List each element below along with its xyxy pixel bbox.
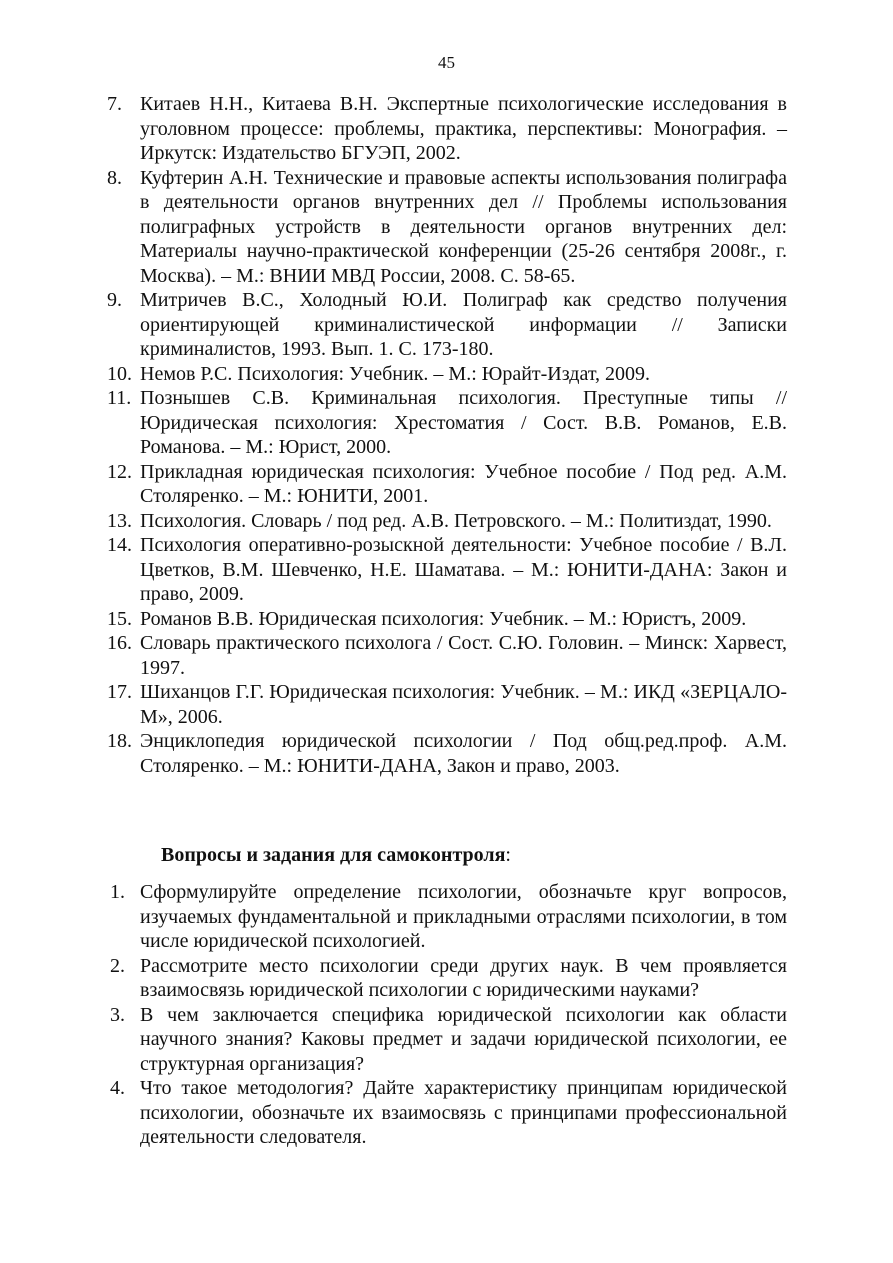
question-item: [107, 1076, 787, 1150]
reference-number: 8.: [107, 166, 122, 189]
question-item: [107, 1003, 787, 1077]
question-number: 3.: [110, 1003, 125, 1026]
reference-number: 17.: [107, 681, 132, 703]
reference-item: [107, 631, 787, 680]
question-text: Что такое методология? Дайте характеристику принципам юридической психологии, обозначьте их взаимосвязь с принципами профессиональной деятельности следователя.: [140, 1077, 787, 1148]
reference-text: Словарь практического психолога / Сост. С.Ю. Головин. – Минск: Харвест, 1997.: [140, 632, 787, 679]
reference-item: [107, 166, 787, 289]
reference-text: Психология оперативно-розыскной деятельности: Учебное пособие / В.Л. Цветков, В.М. Шевченко, Н.Е. Шаматава. – М.: ЮНИТИ-ДАНА: Закон и право, 2009.: [140, 534, 787, 605]
question-list: [107, 880, 787, 1150]
reference-number: 15.: [107, 607, 132, 630]
reference-list: [107, 92, 787, 778]
reference-text: Шиханцов Г.Г. Юридическая психология: Учебник. – М.: ИКД «ЗЕРЦАЛО-М», 2006.: [140, 681, 787, 728]
reference-number: 9.: [107, 289, 122, 311]
reference-text: Энциклопедия юридической психологии / Под общ.ред.проф. А.М. Столяренко. – М.: ЮНИТИ-ДАНА, Закон и право, 2003.: [140, 730, 787, 777]
reference-item: [107, 680, 787, 729]
reference-item: [107, 460, 787, 509]
section-title-colon: :: [505, 844, 511, 866]
reference-item: [107, 607, 787, 632]
reference-number: 18.: [107, 730, 132, 752]
reference-number: 12.: [107, 460, 132, 483]
reference-item: [107, 386, 787, 460]
reference-number: 7.: [107, 93, 122, 115]
question-text: Рассмотрите место психологии среди других наук. В чем проявляется взаимосвязь юридической психологии с юридическими науками?: [140, 954, 787, 1001]
reference-text: Китаев Н.Н., Китаева В.Н. Экспертные психологические исследования в уголовном процессе: проблемы, практика, перспективы: Монография. – Иркутск: Издательство БГУЭП, 2002.: [140, 93, 787, 164]
reference-item: [107, 362, 787, 387]
reference-item: [107, 533, 787, 607]
page-number: 45: [438, 53, 455, 72]
reference-text: Куфтерин А.Н. Технические и правовые аспекты использования полиграфа в деятельности органов внутренних дел // Проблемы использования полиграфных устройств в деятельности органов внутренних дел: Материалы научно-практической конференции (25-26 сентября 2008г., г. Москва). – М.: ВНИИ МВД России, 2008. С. 58-65.: [140, 166, 787, 287]
reference-number: 14.: [107, 534, 132, 556]
reference-number: 11.: [107, 387, 132, 409]
question-number: 1.: [110, 881, 125, 903]
question-number: 4.: [110, 1077, 125, 1099]
reference-number: 10.: [107, 362, 132, 385]
reference-text: Познышев С.В. Криминальная психология. Преступные типы // Юридическая психология: Хрестоматия / Сост. В.В. Романов, Е.В. Романова. – М.: Юрист, 2000.: [140, 387, 787, 458]
question-item: [107, 880, 787, 954]
reference-text: Немов Р.С. Психология: Учебник. – М.: Юрайт-Издат, 2009.: [140, 362, 651, 385]
question-text: В чем заключается специфика юридической психологии как области научного знания? Каковы предмет и задачи юридической психологии, ее структурная организация?: [140, 1003, 787, 1075]
reference-number: 16.: [107, 632, 132, 654]
reference-text: Романов В.В. Юридическая психология: Учебник. – М.: Юристъ, 2009.: [140, 607, 747, 630]
reference-item: [107, 92, 787, 166]
reference-item: [107, 729, 787, 778]
section-title-text: Вопросы и задания для самоконтроля: [161, 844, 506, 866]
section-title: [161, 843, 511, 867]
question-item: [107, 954, 787, 1003]
reference-item: [107, 288, 787, 362]
reference-item: [107, 509, 787, 534]
reference-text: Прикладная юридическая психология: Учебное пособие / Под ред. А.М. Столяренко. – М.: ЮНИТИ, 2001.: [140, 460, 787, 507]
reference-text: Психология. Словарь / под ред. А.В. Петровского. – М.: Политиздат, 1990.: [140, 509, 772, 532]
reference-number: 13.: [107, 509, 132, 532]
reference-text: Митричев В.С., Холодный Ю.И. Полиграф как средство получения ориентирующей криминалистической информации // Записки криминалистов, 1993. Вып. 1. С. 173-180.: [140, 289, 787, 360]
question-text: Сформулируйте определение психологии, обозначьте круг вопросов, изучаемых фундаментальной и прикладными отраслями психологии, в том числе юридической психологией.: [140, 881, 787, 952]
question-number: 2.: [110, 954, 125, 977]
